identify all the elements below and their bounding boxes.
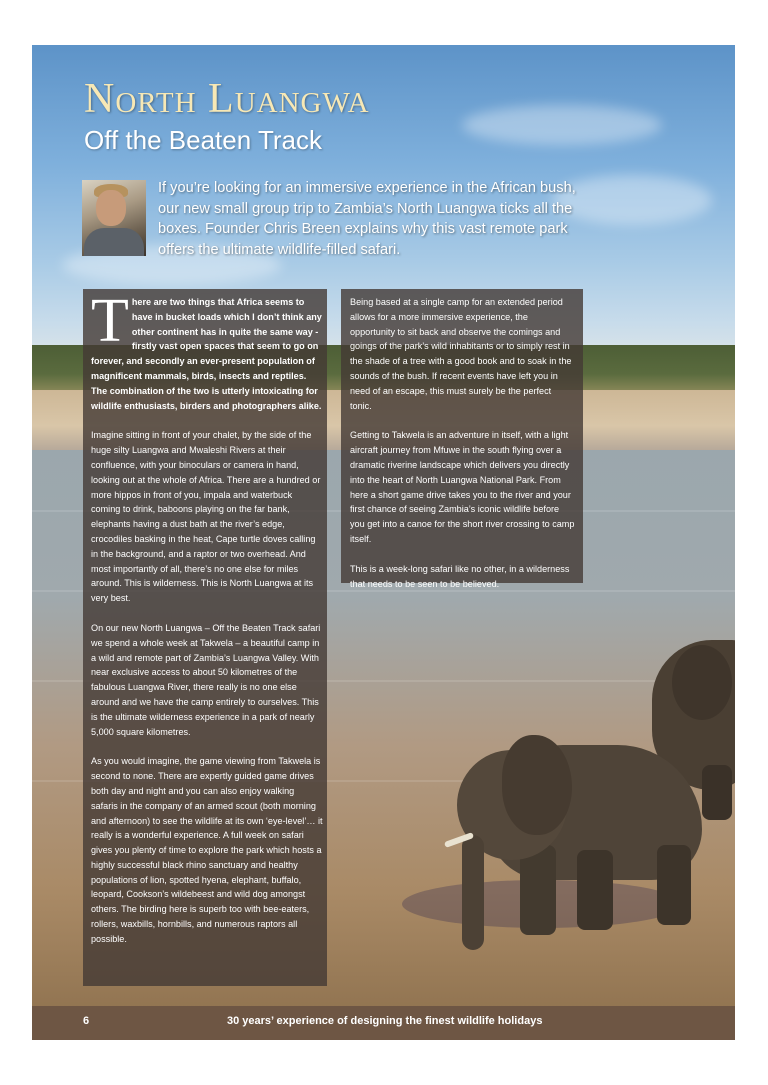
article-column-left	[83, 289, 327, 986]
article-paragraph: As you would imagine, the game viewing from Takwela is second to none. There are expertly guided game drives both day and night and you can also enjoy walking safaris in the company of an armed scout (both morning and afternoon) to see the wildlife at its own ‘eye-level’… it really is a wonderful experience. A full week on safari gives you plenty of time to explore the park which hosts a highly successful black rhino sanctuary and healthy populations of lion, spotted hyena, elephant, buffalo, leopard, Cookson’s wildebeest and wild dog amongst others. The birding here is superb too with bee-eaters, rollers, waxbills, hornbills, and numerous raptors all possible.	[91, 756, 323, 944]
elephant-background-leg	[702, 765, 732, 820]
author-portrait	[82, 180, 146, 256]
cloud	[462, 105, 662, 145]
magazine-page	[32, 45, 735, 1040]
page-subtitle: Off the Beaten Track	[84, 125, 322, 155]
page-number: 6	[83, 1015, 90, 1027]
article-paragraph: Imagine sitting in front of your chalet, by the side of the huge silty Luangwa and Mwaleshi Rivers at their confluence, with your binoculars or camera in hand, looking out at the whole of Africa. There are a hundred or more hippos in front of you, impala and waterbuck coming to drink, baboons playing on the far bank, elephants having a dust bath at the river’s edge, crocodiles basking in the heat, Cape turtle doves calling in the background, and a raptor or two overhead. And most importantly of all, there’s no one else for miles around. This is wilderness. This is North Luangwa at its very best.	[91, 430, 321, 604]
elephant-leg	[577, 850, 613, 930]
elephant-leg	[520, 845, 556, 935]
drop-cap: T	[91, 287, 129, 355]
article-paragraph: This is a week-long safari like no other, in a wilderness that needs to be seen to be believed.	[350, 563, 570, 589]
article-paragraph: On our new North Luangwa – Off the Beaten Track safari we spend a whole week at Takwela – a beautiful camp in a wild and remote part of Zambia’s Luangwa Valley. With near exclusive access to about 50 kilometres of the fabulous Luangwa River, there really is no one else around and we have the camp entirely to ourselves. This is the ultimate wilderness experience in a park of nearly 5,000 square kilometres.	[91, 622, 321, 737]
footer-tagline: 30 years’ experience of designing the finest wildlife holidays	[227, 1015, 543, 1027]
article-column-right	[341, 289, 583, 589]
elephant-background-ear	[672, 645, 732, 720]
lead-paragraph	[91, 287, 323, 413]
elephant-leg	[657, 845, 691, 925]
intro-paragraph: If you’re looking for an immersive experience in the African bush, our new small group trip to Zambia’s North Luangwa ticks all the boxes. Founder Chris Breen explains why this vast remote park offers the ultimate wildlife-filled safari.	[158, 180, 576, 258]
page-title: North Luangwa	[84, 76, 370, 122]
article-paragraph: Getting to Takwela is an adventure in itself, with a light aircraft journey from Mfuwe in the south flying over a dramatic riverine landscape which delivers you directly into the heart of North Luangwa National Park. From here a short game drive takes you to the river and your first chance of seeing Zambia’s iconic wildlife before you get into a canoe for the short river crossing to camp itself.	[350, 430, 575, 544]
article-paragraph: Being based at a single camp for an extended period allows for a more immersive experience, the opportunity to sit back and observe the comings and goings of the park’s wild inhabitants or to simply rest in the shade of a tree with a good book and to soak in the sounds of the bush. If recent events have left you in need of an escape, this must surely be the perfect tonic.	[350, 297, 572, 411]
lead-text: here are two things that Africa seems to have in bucket loads which I don’t think any other continent has in quite the same way - firstly vast open spaces that seem to go on forever, and secondly an ever-present population of magnificent mammals, birds, insects and reptiles. The combination of the two is utterly intoxicating for wildlife enthusiasts, birders and photographers alike.	[91, 297, 322, 411]
elephant-ear	[502, 735, 572, 835]
page-footer	[32, 1006, 735, 1040]
elephant-trunk	[462, 835, 484, 950]
